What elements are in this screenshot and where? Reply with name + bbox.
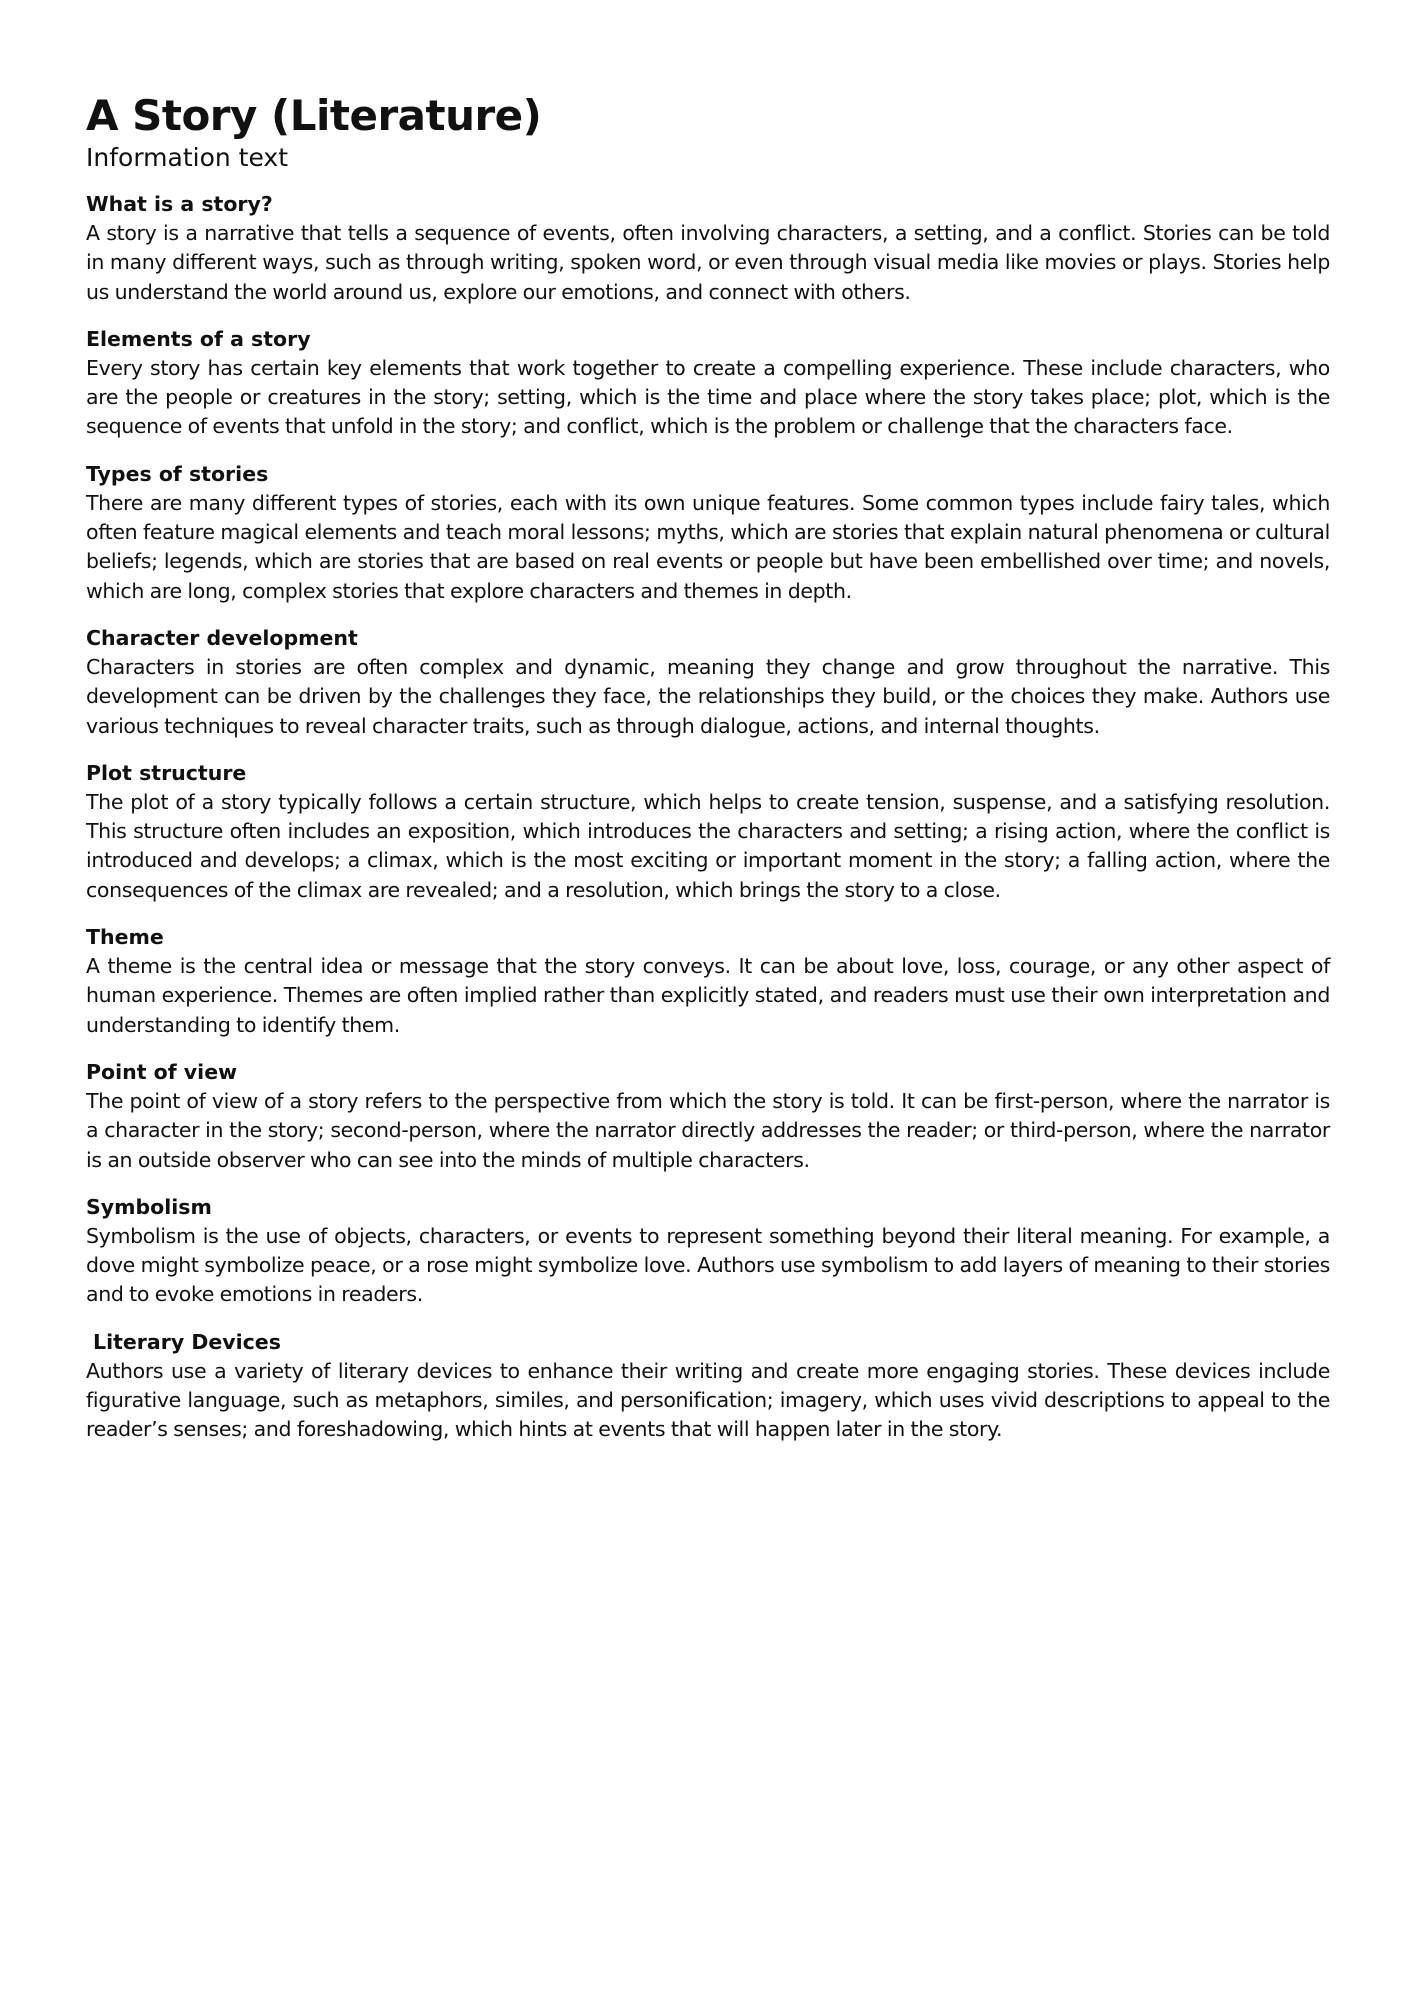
section-heading: Elements of a story — [86, 326, 311, 351]
section-heading: Character development — [86, 625, 358, 650]
section-character-development — [86, 624, 1330, 741]
section-heading: Theme — [86, 925, 164, 950]
section-heading: What is a story? — [86, 192, 273, 216]
section-heading: Symbolism — [86, 1194, 212, 1219]
section-body: The point of view of a story refers to the perspective from which the story is told. It can be first-person, where the narrator is a character in the story; second-person, where the narrator directly addresses the reader; or third-person, where the narrator is an outside observer who can see into the minds of multiple characters. — [86, 1088, 1330, 1172]
document-page — [86, 90, 1330, 1463]
section-plot-structure — [86, 759, 1330, 905]
section-elements-of-a-story — [86, 325, 1330, 442]
section-literary-devices — [86, 1328, 1330, 1445]
section-body: Symbolism is the use of objects, characters, or events to represent something beyond their literal meaning. For example, a dove might symbolize peace, or a rose might symbolize love. Authors use symbolism to add layers of meaning to their stories and to evoke emotions in readers. — [86, 1223, 1330, 1307]
section-heading: Point of view — [86, 1059, 238, 1084]
section-theme — [86, 923, 1330, 1040]
section-heading: Types of stories — [86, 461, 269, 486]
section-heading: Plot structure — [86, 760, 247, 785]
document-title: A Story (Literature) — [86, 91, 542, 140]
document-subtitle: Information text — [86, 143, 289, 172]
section-body: Every story has certain key elements that work together to create a compelling experience. These include characters, who are the people or creatures in the story; setting, which is the time and place where the story takes place; plot, which is the sequence of events that unfold in the story; and conflict, which is the problem or challenge that the characters face. — [86, 355, 1330, 439]
section-types-of-stories — [86, 460, 1330, 606]
section-heading: Literary Devices — [93, 1329, 281, 1354]
section-body: A theme is the central idea or message that the story conveys. It can be about love, loss, courage, or any other aspect of human experience. Themes are often implied rather than explicitly stated, and readers must use their own interpretation and understanding to identify them. — [86, 954, 1330, 1037]
section-body: There are many different types of stories, each with its own unique features. Some common types include fairy tales, which often feature magical elements and teach moral lessons; myths, which are stories that explain natural phenomena or cultural beliefs; legends, which are stories that are based on real events or people but have been embellished over time; and novels, which are long, complex stories that explore characters and themes in depth. — [86, 490, 1330, 603]
section-body: Characters in stories are often complex and dynamic, meaning they change and grow throughout the narrative. This development can be driven by the challenges they face, the relationships they build, or the choices they make. Authors use various techniques to reveal character traits, such as through dialogue, actions, and internal thoughts. — [86, 654, 1330, 738]
section-what-is-a-story — [86, 190, 1330, 307]
section-body: A story is a narrative that tells a sequence of events, often involving characters, a setting, and a conflict. Stories can be told in many different ways, such as through writing, spoken word, or even through visual media like movies or plays. Stories help us understand the world around us, explore our emotions, and connect with others. — [86, 221, 1330, 304]
section-symbolism — [86, 1193, 1330, 1310]
section-body: The plot of a story typically follows a certain structure, which helps to create tension, suspense, and a satisfying resolution. This structure often includes an exposition, which introduces the characters and setting; a rising action, where the conflict is introduced and develops; a climax, which is the most exciting or important moment in the story; a falling action, where the consequences of the climax are revealed; and a resolution, which brings the story to a close. — [86, 789, 1330, 902]
section-body: Authors use a variety of literary devices to enhance their writing and create more engaging stories. These devices include figurative language, such as metaphors, similes, and personification; imagery, which uses vivid descriptions to appeal to the reader’s senses; and foreshadowing, which hints at events that will happen later in the story. — [86, 1358, 1330, 1442]
section-point-of-view — [86, 1058, 1330, 1175]
